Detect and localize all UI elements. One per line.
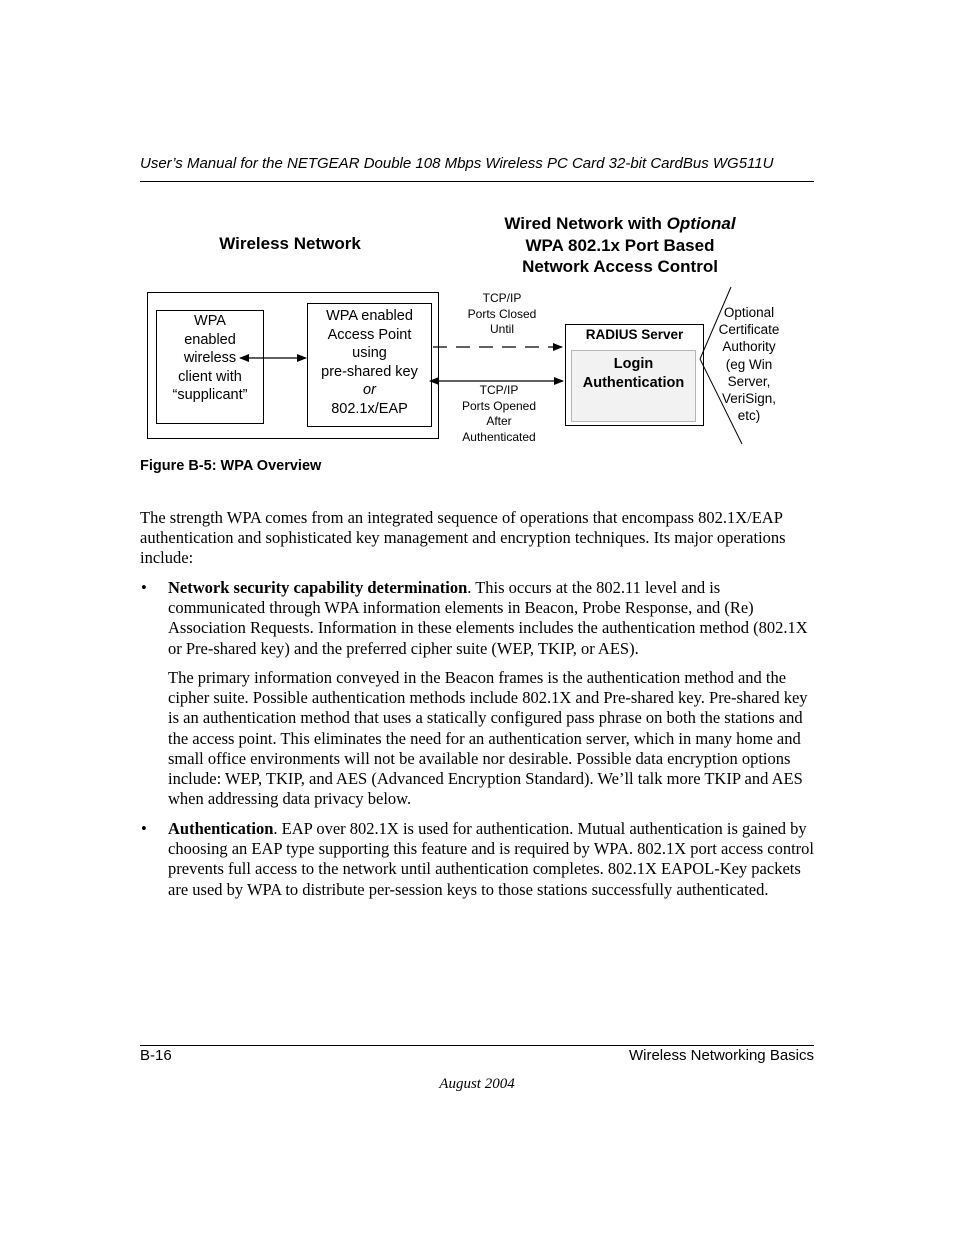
page-number: B-16	[140, 1047, 172, 1064]
figure-caption: Figure B-5: WPA Overview	[140, 458, 322, 474]
client-line: client with	[178, 368, 242, 385]
publication-date: August 2004	[439, 1076, 515, 1092]
tcp-opened-line: Authenticated	[462, 429, 536, 444]
diagram-connectors	[0, 0, 954, 480]
ap-line: WPA enabled	[326, 308, 413, 324]
login-line: Login	[613, 356, 654, 372]
running-header-title: User’s Manual for the NETGEAR Double 108 Mbps Wireless PC Card 32-bit CardBus WG511U	[140, 155, 774, 172]
intro-paragraph: The strength WPA comes from an integrated sequence of operations that encompass 802.1X/EAP authentication and sophisticated key management and encryption techniques. Its major operations include:	[140, 508, 786, 568]
tcp-opened-line: Ports Opened	[461, 398, 537, 413]
footer-rule	[140, 1045, 814, 1046]
tcp-closed-line: TCP/IP	[482, 291, 522, 305]
bullet-capability-followup-paragraph: The primary information conveyed in the Beacon frames is the authentication method and the cipher suite. Possible authentication methods include 802.1X and Pre-shared key. Pre-shared key is an authentication method that uses a statically configured pass phrase on both the stations and the access point. This eliminates the need for an authentication server, which in many home and small office environments will not be available nor desirable. Possible data encryption options include: WEP, TKIP, and AES (Advanced Encryption Standard). We’ll talk more TKIP and AES when addressing data privacy below.	[168, 668, 808, 809]
client-line: enabled	[184, 331, 236, 348]
bullet-body: . This occurs at the 802.11 level and is communicated through WPA information elements in Beacon, Probe Response, and (Re) Association Requests. Information in these elements includes the authentication method (802.1X or Pre-shared key) and the preferred cipher suite (WEP, TKIP, or AES).	[168, 578, 808, 658]
cert-separator-line	[700, 359, 742, 444]
ap-line: or	[363, 382, 376, 399]
tcp-opened-line: After	[486, 414, 512, 429]
chapter-title: Wireless Networking Basics	[628, 1047, 814, 1064]
bullet-bold-term: Network security capability determination	[168, 578, 468, 597]
wireless-network-heading: Wireless Network	[219, 234, 361, 253]
ap-line: Access Point	[327, 326, 412, 343]
radius-server-title: RADIUS Server	[585, 327, 684, 342]
wired-heading-optional: Optional	[666, 214, 736, 233]
cert-separator-line	[700, 287, 731, 359]
bullet-bold-term: Authentication	[168, 819, 274, 838]
cert-line: VeriSign,	[721, 391, 777, 407]
client-line: wireless	[183, 350, 237, 367]
ap-line: pre-shared key	[321, 363, 418, 380]
cert-line: Optional	[723, 305, 775, 320]
bullet-marker: •	[141, 819, 147, 838]
cert-line: Authority	[722, 339, 776, 355]
bullet-body: . EAP over 802.1X is used for authentication. Mutual authentication is gained by choosing an EAP type supporting this feature and is required by WPA. 802.1X port access control prevents full access to the network until authentication completes. 802.1X EAPOL-Key packets are used by WPA to distribute per-session keys to those stations successfully authenticated.	[168, 819, 814, 899]
client-line: “supplicant”	[172, 387, 248, 404]
client-line: WPA	[194, 313, 226, 329]
tcp-closed-line: Ports Closed	[467, 306, 537, 321]
wired-heading-line3: Network Access Control	[522, 257, 718, 276]
cert-line: (eg Win	[725, 356, 773, 372]
cert-line: Server,	[727, 373, 771, 389]
tcp-closed-line: Until	[489, 322, 514, 337]
cert-line: etc)	[737, 408, 761, 424]
wired-heading-text: Wired Network with	[504, 214, 667, 233]
bullet-marker: •	[141, 578, 147, 597]
wired-heading-line2: WPA 802.1x Port Based	[525, 235, 715, 255]
tcp-opened-line: TCP/IP	[479, 383, 519, 397]
ap-line: 802.1x/EAP	[331, 400, 408, 417]
cert-line: Certificate	[718, 322, 780, 338]
login-line: Authentication	[582, 374, 685, 391]
bullet-authentication	[168, 819, 816, 900]
ap-line: using	[352, 345, 387, 362]
bullet-capability-determination	[168, 578, 816, 659]
